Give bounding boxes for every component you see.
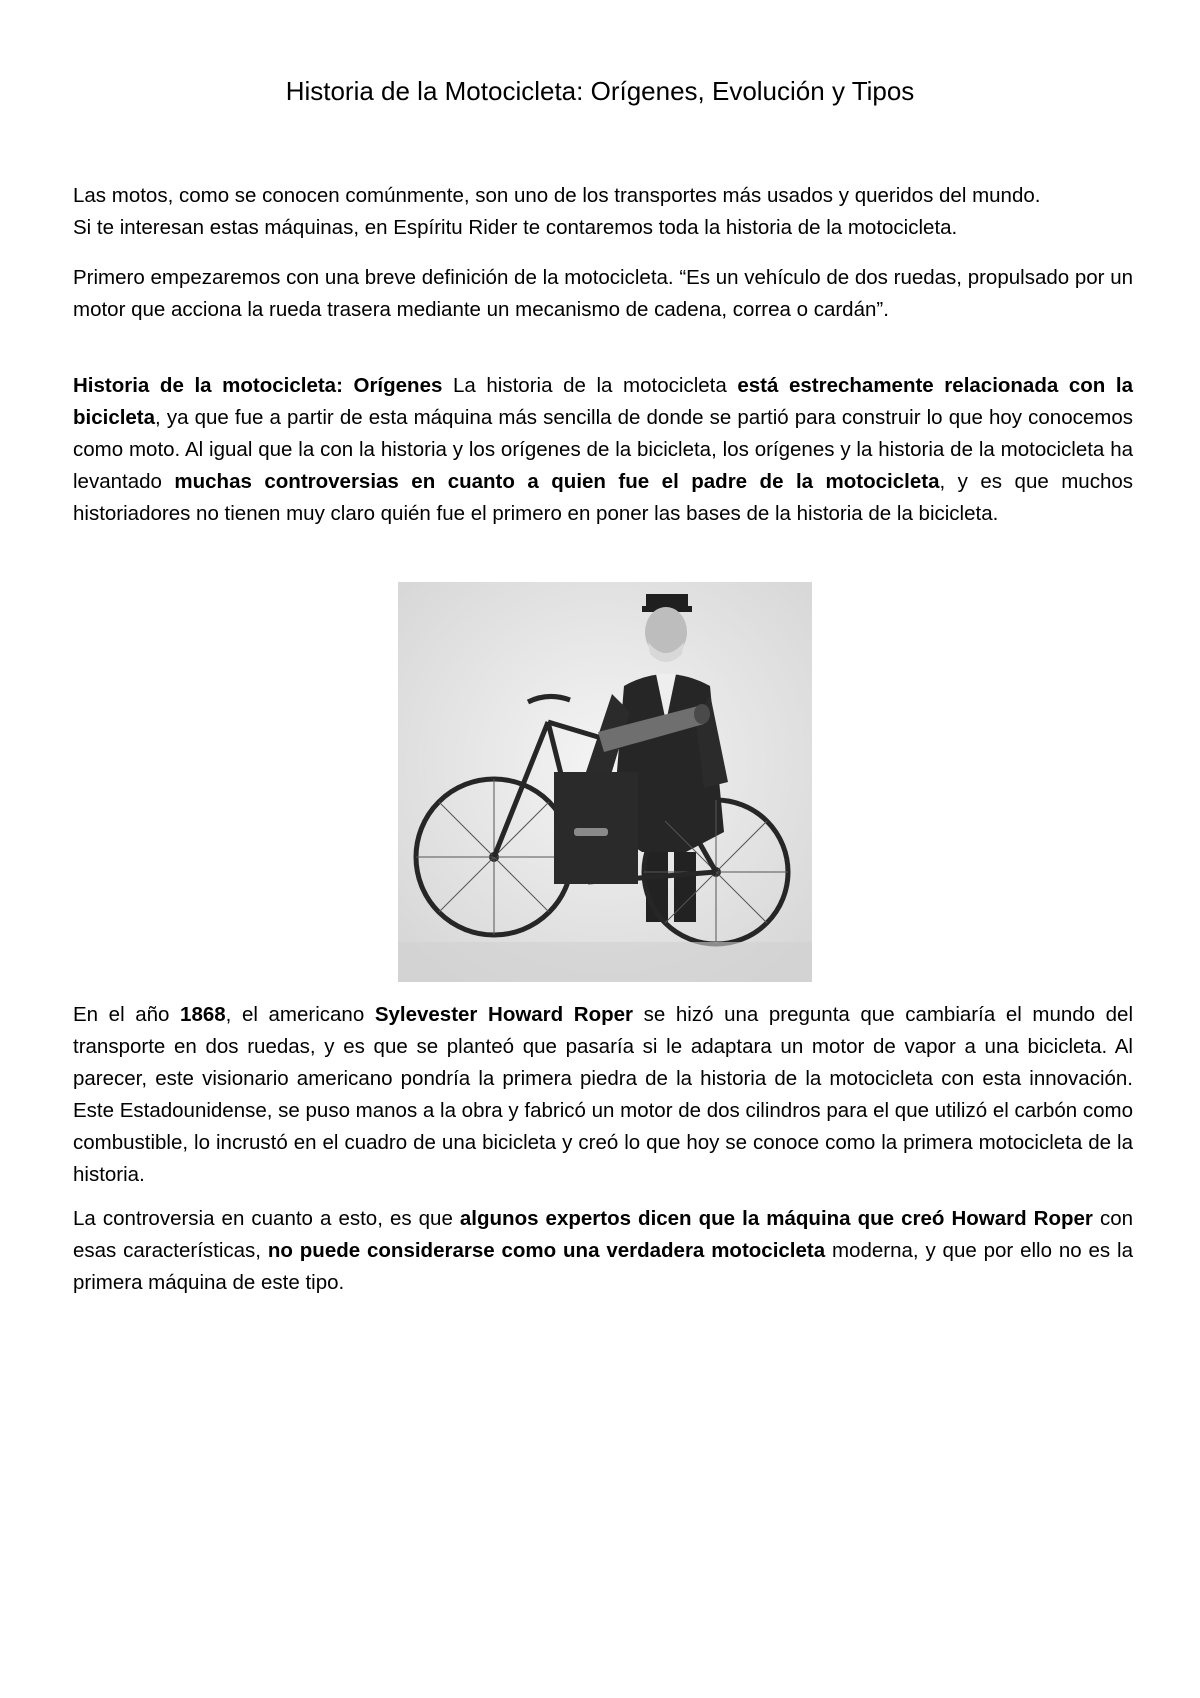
origins-bold-1: está estrechamente relacionada con la bicicleta: [73, 374, 1134, 429]
intro-line-1: Las motos, como se conocen comúnmente, son uno de los transportes más usados y queridos del mundo.: [73, 184, 1041, 207]
roper-text-3: se hizó una pregunta que cambiaría el mundo del transporte en dos ruedas, y es que se planteó que pasaría si le adaptara un motor de vapor a una bicicleta. Al parecer, este visionario americano pondría la primera piedra de la historia de la motocicleta con esta innovación. Este Estadounidense, se puso manos a la obra y fabricó un motor de dos cilindros para el que utilizó el carbón como combustible, lo incrustó en el cuadro de una bicicleta y creó lo que hoy se conoce como la primera motocicleta de la historia.: [73, 1003, 1134, 1186]
paragraph-roper: [73, 999, 1133, 1191]
intro-line-2: Si te interesan estas máquinas, en Espíritu Rider te contaremos toda la historia de la motocicleta.: [73, 216, 958, 239]
controversy-text-1: La controversia en cuanto a esto, es que: [73, 1207, 460, 1230]
paragraph-origins: [73, 370, 1133, 530]
historical-photo: [398, 582, 812, 982]
roper-text-2: , el americano: [225, 1003, 375, 1026]
page-title: Historia de la Motocicleta: Orígenes, Evolución y Tipos: [285, 76, 915, 106]
paragraph-intro: [73, 180, 1133, 244]
paragraph-definition: Primero empezaremos con una breve definición de la motocicleta. “Es un vehículo de dos ruedas, propulsado por un motor que acciona la rueda trasera mediante un mecanismo de cadena, correa o cardán”.: [73, 266, 1133, 321]
origins-text-2: , ya que fue a partir de esta máquina más sencilla de donde se partió para construir lo que hoy conocemos como moto. Al igual que la con la historia y los orígenes de la bicicleta, los orígenes y la historia de la motocicleta ha levantado: [73, 406, 1133, 493]
paragraph-controversy: [73, 1203, 1133, 1299]
controversy-text-2: con esas características,: [73, 1207, 1134, 1262]
roper-name: Sylevester Howard Roper: [374, 1003, 634, 1026]
controversy-bold-1: algunos expertos dicen que la máquina que creó Howard Roper: [459, 1207, 1093, 1230]
roper-year: 1868: [180, 1003, 226, 1026]
man-with-steam-bicycle-illustration: [398, 582, 812, 982]
origins-bold-2: muchas controversias en cuanto a quien fue el padre de la motocicleta: [174, 470, 940, 493]
origins-text-3: , y es que muchos historiadores no tienen muy claro quién fue el primero en poner las bases de la historia de la bicicleta.: [73, 470, 1134, 525]
controversy-bold-2: no puede considerarse como una verdadera motocicleta: [267, 1239, 826, 1262]
origins-heading: Historia de la motocicleta: Orígenes: [73, 374, 443, 397]
controversy-text-3: moderna, y que por ello no es la primera máquina de este tipo.: [73, 1239, 1134, 1294]
roper-text-1: En el año: [73, 1003, 181, 1026]
origins-text-1: La historia de la motocicleta: [442, 374, 738, 397]
